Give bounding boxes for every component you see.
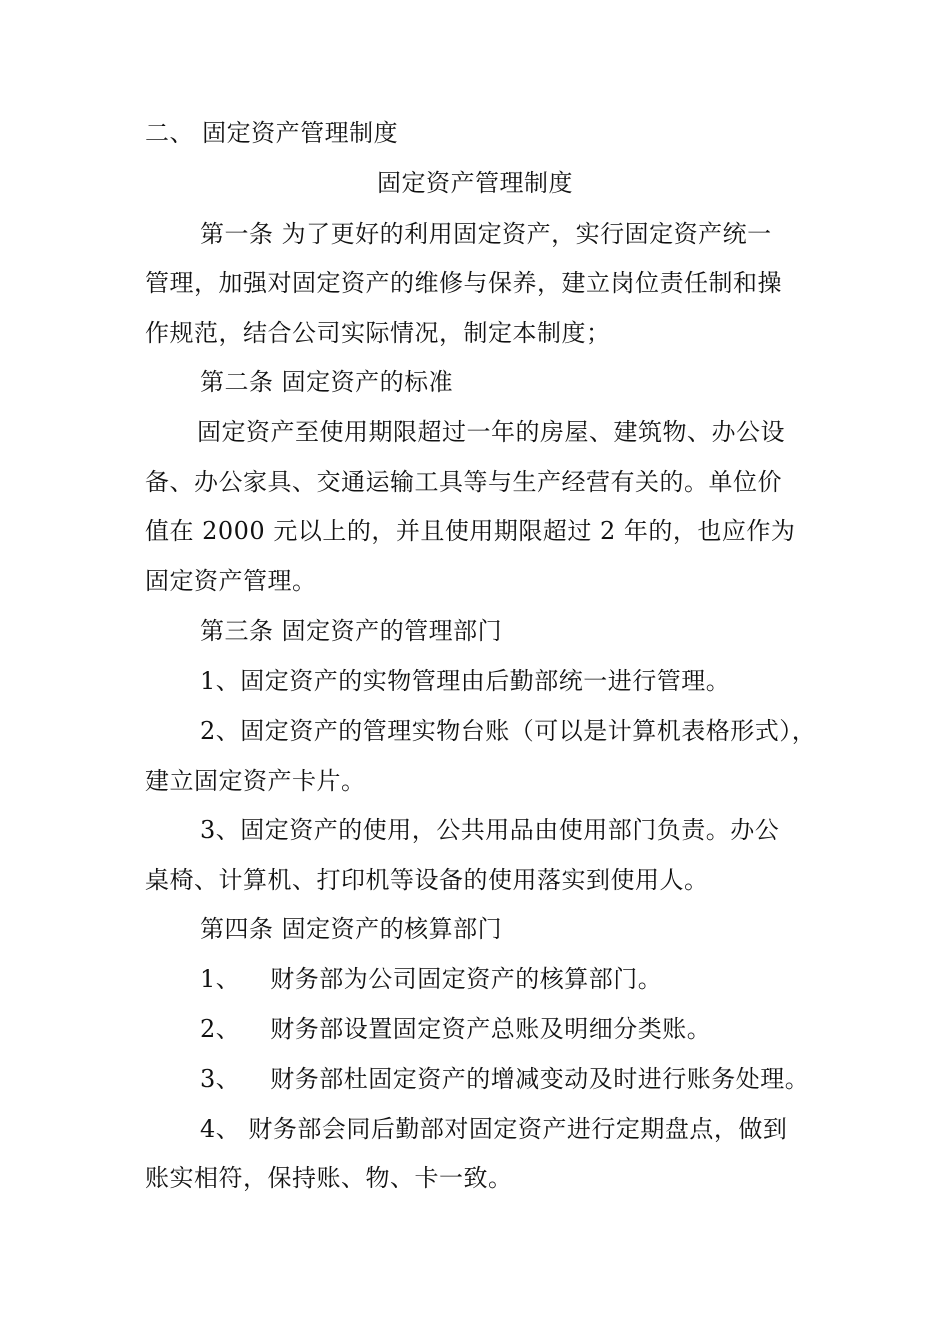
article4-item2 [200, 1014, 711, 1044]
article4-item2-number: 2、 [200, 1015, 241, 1043]
article4-item3-text: 财务部杜固定资产的增减变动及时进行账务处理。 [270, 1065, 810, 1093]
article3-item3-line1: 3、固定资产的使用，公共用品由使用部门负责。办公 [200, 816, 780, 844]
article4-item3 [200, 1064, 809, 1094]
article1-line2: 管理，加强对固定资产的维修与保养，建立岗位责任制和操 [145, 269, 782, 297]
article3-heading: 第三条 固定资产的管理部门 [200, 617, 503, 645]
article4-item4-line1: 4、 财务部会同后勤部对固定资产进行定期盘点，做到 [200, 1115, 788, 1143]
article2-line1: 固定资产至使用期限超过一年的房屋、建筑物、办公设 [197, 418, 785, 446]
article3-item1: 1、固定资产的实物管理由后勤部统一进行管理。 [200, 667, 731, 695]
section-heading: 二、 固定资产管理制度 [145, 119, 399, 147]
article4-item1-number: 1、 [200, 965, 241, 993]
article1-line3: 作规范，结合公司实际情况，制定本制度； [145, 319, 611, 347]
article2-line4: 固定资产管理。 [145, 567, 317, 595]
article1-line1: 第一条 为了更好的利用固定资产，实行固定资产统一 [200, 220, 772, 248]
article4-heading: 第四条 固定资产的核算部门 [200, 915, 503, 943]
document-title: 固定资产管理制度 [377, 169, 573, 197]
article4-item1 [200, 964, 662, 994]
article2-line3: 值在 2000 元以上的，并且使用期限超过 2 年的，也应作为 [145, 517, 796, 545]
article2-heading: 第二条 固定资产的标准 [200, 368, 454, 396]
article3-item2-line2: 建立固定资产卡片。 [145, 767, 366, 795]
article2-line2: 备、办公家具、交通运输工具等与生产经营有关的。单位价 [145, 468, 782, 496]
article4-item3-number: 3、 [200, 1065, 241, 1093]
article4-item2-text: 财务部设置固定资产总账及明细分类账。 [270, 1015, 712, 1043]
article3-item2-line1: 2、固定资产的管理实物台账（可以是计算机表格形式）， [200, 717, 817, 745]
article4-item1-text: 财务部为公司固定资产的核算部门。 [270, 965, 663, 993]
article3-item3-line2: 桌椅、计算机、打印机等设备的使用落实到使用人。 [145, 866, 709, 894]
article4-item4-line2: 账实相符，保持账、物、卡一致。 [145, 1164, 513, 1192]
